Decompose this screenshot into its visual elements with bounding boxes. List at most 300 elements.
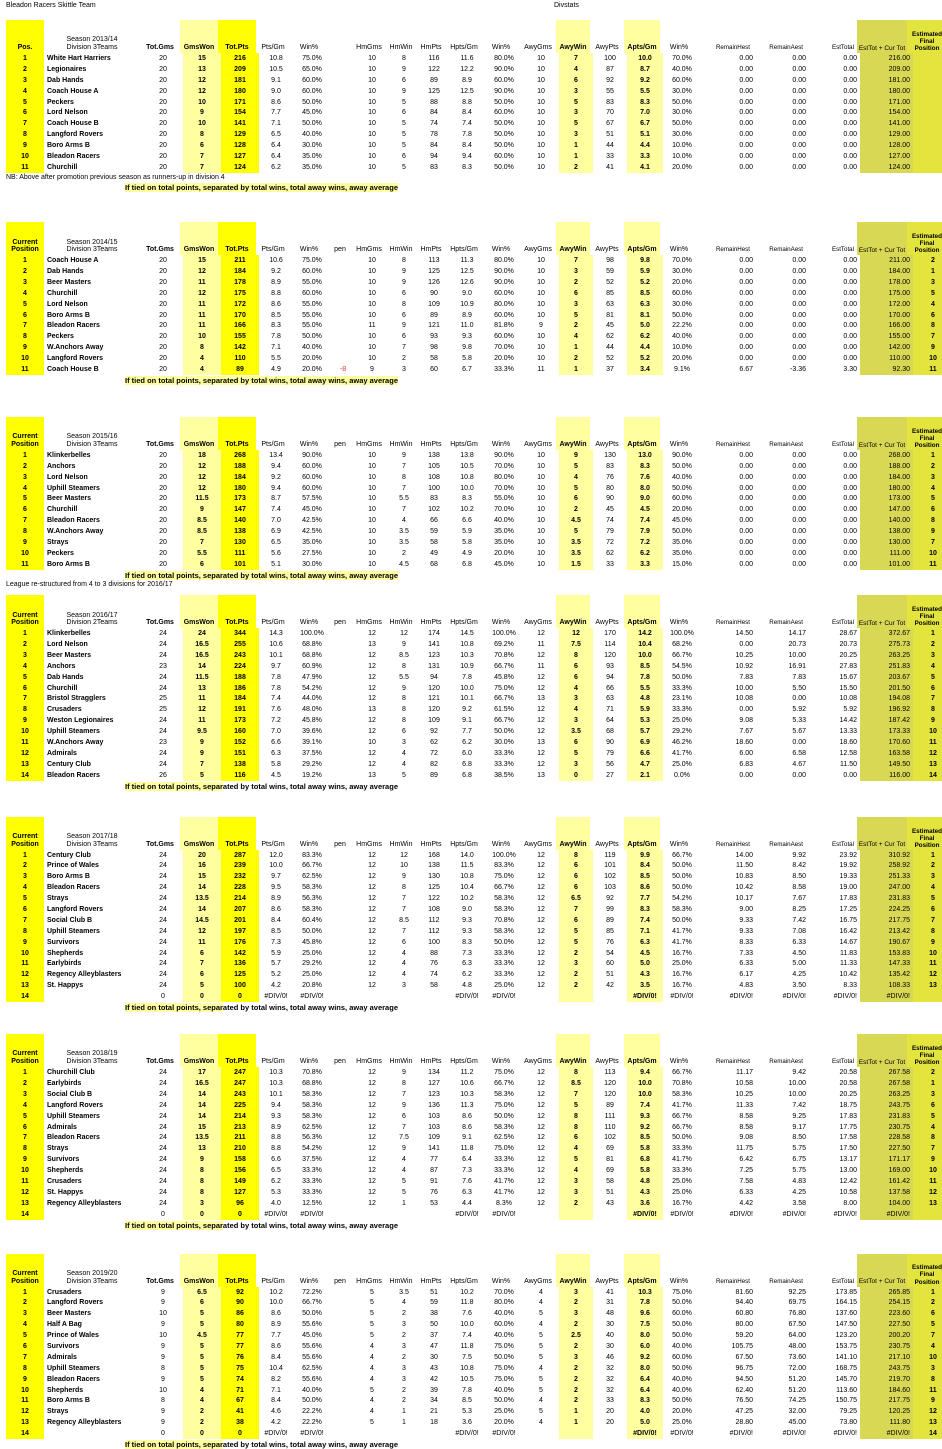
cell-home-games: 12	[368, 916, 376, 924]
cell-home-win-percent: 75.0%	[494, 684, 514, 692]
cell-points-per-game: 8.2	[271, 1375, 281, 1383]
cell-home-games: 10	[368, 739, 376, 747]
cell-estimated-total: 20.25	[839, 651, 857, 659]
division-label: Division 2Teams	[66, 619, 118, 627]
cell-away-games: 12	[537, 749, 545, 757]
position-column-header: Current Position	[6, 1254, 44, 1287]
cell-win-percent: #DIV/0!	[300, 1210, 324, 1218]
cell-points-per-game: 9.3	[271, 1112, 281, 1120]
workbook-title: Bleadon Racers Skittle Team	[6, 2, 96, 9]
team-name: Coach House B	[47, 366, 99, 374]
cell-home-games: 10	[368, 355, 376, 363]
cell-position: 4	[6, 882, 44, 893]
cell-remaining-home-estimate: 0.00	[739, 506, 753, 514]
cell-position: 2	[6, 861, 44, 872]
table-row	[6, 1297, 942, 1308]
season-label: Season 2019/20	[66, 1269, 118, 1277]
cell-total-points: 152	[221, 737, 259, 748]
cell-remaining-away-estimate: 0.00	[792, 495, 806, 503]
cell-remaining-home-estimate: 14.00	[735, 851, 753, 859]
position-column-header: Current Position	[6, 817, 44, 850]
table-row	[6, 639, 942, 650]
cell-total-games: 20	[159, 473, 167, 481]
cell-games-won: 5	[183, 1308, 221, 1319]
cell-home-wins: 3	[402, 982, 406, 990]
table-row	[6, 342, 942, 353]
cell-estimated-final-position: 1	[913, 266, 942, 277]
cell-home-games: 10	[368, 333, 376, 341]
cell-estimated-plus-current-total: 92.30	[860, 364, 913, 375]
cell-home-win-percent: 90.0%	[494, 278, 514, 286]
cell-remaining-away-estimate: 20.73	[788, 641, 806, 648]
cell-away-points: 130	[604, 451, 616, 459]
cell-estimated-plus-current-total: 137.58	[860, 1187, 913, 1198]
cell-remaining-away-estimate: 7.42	[792, 916, 806, 924]
cell-remaining-home-estimate: 7.58	[739, 1177, 753, 1185]
cell-estimated-plus-current-total: 111.00	[860, 548, 913, 559]
cell-away-points: 102	[604, 873, 616, 881]
cell-estimated-plus-current-total: 141.00	[860, 118, 913, 129]
cell-away-points-per-game: 3.3	[627, 151, 663, 162]
cell-home-games: 12	[368, 651, 376, 659]
cell-position: 9	[6, 1374, 44, 1385]
table-header-row	[6, 817, 942, 850]
table-row	[6, 1067, 942, 1078]
home-points-per-game-column-header: Hpts/Gm	[450, 619, 478, 627]
cell-position: 7	[6, 321, 44, 332]
cell-win-percent: 58.3%	[302, 884, 322, 892]
cell-away-wins: 7	[559, 904, 593, 915]
remaining-home-estimate-column-header: RemainHest	[715, 44, 750, 52]
cell-away-points-per-game: 8.5	[627, 1132, 663, 1143]
remaining-home-estimate-column-header: RemainHest	[715, 1058, 750, 1066]
cell-home-wins: 8	[402, 257, 406, 265]
cell-remaining-home-estimate: 4.83	[739, 982, 753, 990]
note-text-continued: ated by total wins, total away wins, away average	[222, 1440, 398, 1449]
cell-position: 4	[6, 86, 44, 97]
cell-win-percent: 60.4%	[302, 916, 322, 924]
cell-points-per-game: 8.8	[271, 1145, 281, 1153]
cell-total-games: 24	[159, 1134, 167, 1142]
season-table-2013-14	[6, 20, 942, 192]
cell-win-percent: 58.3%	[302, 906, 322, 914]
cell-home-points-per-game: 6.8	[462, 771, 472, 779]
cell-home-points-per-game: 9.0	[462, 289, 472, 297]
cell-estimated-plus-current-total: 275.73	[860, 639, 913, 650]
table-row	[6, 129, 942, 140]
cell-home-points: 100	[428, 484, 440, 492]
cell-home-win-percent: 100.0%	[492, 630, 516, 638]
table-row	[6, 1406, 942, 1417]
cell-total-games: 24	[159, 749, 167, 757]
team-name: Shepherds	[47, 1167, 84, 1175]
cell-estimated-plus-current-total: 227.50	[860, 1143, 913, 1154]
cell-estimated-final-position: 8	[913, 1374, 942, 1385]
cell-estimated-total: 0.00	[843, 311, 857, 319]
cell-home-win-percent: 40.0%	[494, 517, 514, 525]
team-name: Prince of Wales	[47, 1332, 99, 1340]
cell-away-points: 58	[606, 1177, 614, 1185]
cell-points-per-game: 7.1	[271, 120, 281, 128]
cell-total-points: 211	[221, 1132, 259, 1143]
cell-away-win-percent: 60.0%	[672, 1353, 692, 1361]
table-row	[6, 299, 942, 310]
cell-position: 3	[6, 1308, 44, 1319]
table-row	[6, 450, 942, 461]
cell-home-points: 98	[430, 344, 438, 352]
cell-estimated-plus-current-total: 128.00	[860, 140, 913, 151]
cell-estimated-plus-current-total: 228.58	[860, 1132, 913, 1143]
team-name: Regency Alleyblasters	[47, 1419, 122, 1427]
cell-total-games: 8	[161, 1364, 165, 1372]
cell-home-wins: 8	[402, 717, 406, 725]
cell-home-points: 94	[430, 673, 438, 681]
cell-games-won: 5	[183, 1319, 221, 1330]
cell-penalty	[331, 904, 355, 915]
cell-total-games: 24	[159, 895, 167, 903]
cell-total-points: 80	[221, 1319, 259, 1330]
cell-remaining-home-estimate: 0.00	[739, 333, 753, 341]
cell-home-points-per-game: 8.5	[462, 1397, 472, 1405]
cell-estimated-total: 0.00	[843, 109, 857, 117]
cell-total-games: 24	[159, 1199, 167, 1207]
cell-penalty	[331, 494, 355, 505]
cell-home-points-per-game: 7.6	[462, 1310, 472, 1318]
cell-home-points-per-game: 11.2	[460, 1069, 474, 1077]
cell-remaining-home-estimate: 105.75	[731, 1342, 753, 1350]
cell-home-points: 89	[430, 311, 438, 319]
cell-remaining-home-estimate: 6.17	[739, 971, 753, 979]
cell-win-percent: 62.5%	[302, 1364, 322, 1372]
cell-home-win-percent: 90.0%	[494, 87, 514, 95]
cell-estimated-plus-current-total: 110.00	[860, 353, 913, 364]
cell-estimated-total: 10.08	[839, 695, 857, 703]
cell-home-games: 5	[370, 1310, 374, 1318]
cell-home-points: 141	[428, 641, 440, 648]
cell-home-games: 4	[370, 1408, 374, 1416]
table-row	[6, 1395, 942, 1406]
cell-remaining-away-estimate: 5.75	[792, 1145, 806, 1153]
cell-penalty	[331, 639, 355, 650]
cell-total-games: 20	[159, 268, 167, 276]
cell-games-won: 24	[183, 628, 221, 639]
season-division-header	[44, 1034, 140, 1067]
cell-estimated-total: 0.00	[843, 484, 857, 492]
cell-win-percent: 33.3%	[302, 1188, 322, 1196]
cell-away-wins: 6	[559, 75, 593, 86]
cell-position: 8	[6, 926, 44, 937]
cell-estimated-final-position: 8	[913, 1132, 942, 1143]
table-row	[6, 1078, 942, 1089]
cell-points-per-game: 9.0	[271, 87, 281, 95]
cell-away-games: 10	[537, 257, 545, 265]
table-row	[6, 915, 942, 926]
cell-home-points: 76	[430, 960, 438, 968]
cell-away-wins: 2	[559, 1363, 593, 1374]
cell-win-percent: 42.5%	[302, 528, 322, 536]
cell-away-points-per-game: 3.4	[627, 364, 663, 375]
cell-estimated-total: 16.42	[839, 927, 857, 935]
remaining-home-estimate-column-header: RemainHest	[715, 246, 750, 254]
cell-home-points-per-game: 13.8	[460, 451, 474, 459]
cell-games-won: 8	[183, 1187, 221, 1198]
cell-total-games: 20	[159, 355, 167, 363]
cell-games-won: 11	[183, 937, 221, 948]
cell-away-wins: 1	[559, 140, 593, 151]
cell-estimated-final-position: 9	[913, 715, 942, 726]
cell-estimated-final-position: 8	[913, 704, 942, 715]
cell-estimated-final-position	[913, 86, 942, 97]
cell-home-points: 66	[430, 517, 438, 525]
cell-estimated-plus-current-total: 190.67	[860, 937, 913, 948]
table-row	[6, 1319, 942, 1330]
cell-remaining-home-estimate: 7.33	[739, 949, 753, 957]
cell-away-win-percent: 90.0%	[672, 451, 692, 459]
cell-away-win-percent: 41.7%	[672, 1101, 692, 1109]
table-row	[6, 1122, 942, 1133]
cell-away-points-per-game: 5.0	[627, 959, 663, 970]
cell-win-percent: 25.0%	[302, 949, 322, 957]
cell-remaining-away-estimate: 5.75	[792, 1167, 806, 1175]
cell-away-games: 10	[537, 549, 545, 557]
cell-games-won: 12	[183, 86, 221, 97]
cell-points-per-game: 7.4	[271, 506, 281, 514]
table-row	[6, 937, 942, 948]
cell-home-points: 123	[428, 651, 440, 659]
table-row	[6, 162, 942, 173]
total-points-column-header: Tot.Pts	[218, 222, 256, 255]
cell-away-points: 30	[606, 1342, 614, 1350]
cell-total-games: 20	[159, 163, 167, 171]
cell-estimated-total: 5.92	[843, 706, 857, 714]
cell-estimated-plus-current-total: 224.25	[860, 904, 913, 915]
cell-home-points-per-game: 10.2	[460, 1288, 474, 1296]
cell-total-points: 101	[221, 559, 259, 570]
home-wins-column-header: HmWin	[389, 441, 413, 449]
team-name: Bleadon Racers	[47, 1375, 100, 1383]
cell-home-games: 13	[368, 706, 376, 714]
cell-home-wins: 8	[402, 695, 406, 703]
team-name	[44, 991, 143, 1002]
cell-win-percent: 54.2%	[302, 1145, 322, 1153]
games-won-column-header: GmsWon	[180, 595, 218, 628]
cell-remaining-home-estimate: 0.00	[739, 65, 753, 73]
cell-home-points: 131	[428, 662, 440, 670]
cell-games-won: 6	[183, 1297, 221, 1308]
cell-away-points: 110	[604, 1123, 616, 1131]
away-games-column-header: AwyGms	[524, 441, 552, 449]
cell-home-wins: 4	[402, 949, 406, 957]
cell-away-points-per-game: 4.7	[627, 759, 663, 770]
cell-position: 3	[6, 472, 44, 483]
cell-win-percent: 29.2%	[302, 960, 322, 968]
cell-estimated-plus-current-total: 200.20	[860, 1330, 913, 1341]
team-name: Langford Rovers	[47, 1101, 104, 1109]
cell-position: 9	[6, 715, 44, 726]
position-column-header: Current Position	[6, 595, 44, 628]
cell-home-wins: 3	[402, 739, 406, 747]
cell-total-points: 232	[221, 871, 259, 882]
cell-total-points: 89	[221, 364, 259, 375]
cell-remaining-away-estimate: 0.00	[792, 322, 806, 330]
away-wins-column-header: AwyWin	[556, 417, 590, 450]
cell-away-points: 114	[604, 641, 616, 648]
cell-away-points: 79	[606, 528, 614, 536]
cell-away-games: 10	[537, 163, 545, 171]
cell-away-games: 10	[537, 98, 545, 106]
cell-away-games: 12	[537, 1112, 545, 1120]
cell-total-points: 67	[221, 1395, 259, 1406]
cell-home-points: 62	[430, 739, 438, 747]
cell-remaining-away-estimate: 73.60	[788, 1353, 806, 1361]
total-points-column-header: Tot.Pts	[218, 595, 256, 628]
cell-home-games: 10	[368, 131, 376, 139]
cell-home-points: 83	[430, 495, 438, 503]
cell-away-win-percent: 23.1%	[672, 695, 692, 703]
team-name: Bleadon Racers	[47, 884, 100, 892]
cell-total-games: 24	[159, 684, 167, 692]
home-games-column-header: HmGms	[356, 44, 382, 52]
cell-penalty	[331, 1165, 355, 1176]
cell-home-win-percent: 100.0%	[492, 851, 516, 859]
cell-estimated-plus-current-total: 181.00	[860, 75, 913, 86]
cell-estimated-total: 0.00	[843, 163, 857, 171]
cell-estimated-plus-current-total: 251.33	[860, 871, 913, 882]
cell-estimated-final-position: 1	[913, 628, 942, 639]
cell-total-points: 0	[221, 991, 259, 1002]
cell-away-points: 62	[606, 549, 614, 557]
cell-away-points-per-game: 3.6	[627, 1198, 663, 1209]
cell-position: 6	[6, 107, 44, 118]
cell-total-games: 8	[161, 1397, 165, 1405]
cell-home-points: 88	[430, 949, 438, 957]
table-header-row	[6, 417, 942, 450]
cell-away-points	[593, 991, 627, 1002]
cell-away-win-percent: 50.0%	[672, 862, 692, 870]
cell-estimated-final-position: 3	[913, 871, 942, 882]
cell-home-points: 84	[430, 109, 438, 117]
away-points-per-game-column-header: Apts/Gm	[624, 20, 660, 53]
cell-away-games: 13	[537, 695, 545, 703]
cell-points-per-game: 10.0	[269, 862, 283, 870]
cell-points-per-game: 6.9	[271, 528, 281, 536]
cell-home-points-per-game: 12.5	[460, 268, 474, 276]
cell-points-per-game: 6.4	[271, 152, 281, 160]
cell-estimated-total: 0.00	[843, 322, 857, 330]
table-row	[6, 948, 942, 959]
cell-home-win-percent: #DIV/0!	[492, 1430, 516, 1438]
table-row	[6, 277, 942, 288]
cell-away-points: 33	[606, 560, 614, 568]
cell-away-points-per-game: 9.3	[627, 1111, 663, 1122]
cell-home-games: 12	[368, 1156, 376, 1164]
cell-points-per-game: 6.2	[271, 1177, 281, 1185]
cell-remaining-home-estimate: 10.58	[735, 1079, 753, 1087]
season-table-2018-19	[6, 1034, 942, 1229]
cell-remaining-home-estimate: 6.83	[739, 760, 753, 768]
cell-win-percent: 55.0%	[302, 322, 322, 330]
cell-home-wins: 4	[402, 960, 406, 968]
cell-away-points: 46	[606, 1353, 614, 1361]
cell-home-points: 103	[428, 1112, 440, 1120]
cell-points-per-game: 5.1	[271, 560, 281, 568]
cell-total-games: 25	[159, 706, 167, 714]
cell-remaining-home-estimate: 6.33	[739, 960, 753, 968]
cell-points-per-game: 5.7	[271, 960, 281, 968]
estimated-final-position-column-header: Estimated Final Position	[907, 417, 942, 450]
cell-estimated-total: 0.00	[843, 65, 857, 73]
cell-away-games: 11	[537, 662, 545, 670]
cell-home-points-per-game: 6.7	[462, 366, 472, 374]
cell-estimated-total: 14.67	[839, 938, 857, 946]
cell-home-win-percent: 69.2%	[494, 641, 514, 648]
cell-estimated-final-position	[913, 991, 942, 1002]
cell-remaining-away-estimate: 0.00	[792, 120, 806, 128]
cell-estimated-plus-current-total: 184.60	[860, 1385, 913, 1396]
cell-games-won: 11.5	[183, 494, 221, 505]
cell-away-win-percent: 54.2%	[672, 895, 692, 903]
cell-win-percent: 20.0%	[302, 366, 322, 374]
away-win-percent-column-header: Win%	[669, 619, 689, 627]
home-points-column-header: HmPts	[420, 1277, 442, 1285]
cell-estimated-plus-current-total: 138.00	[860, 526, 913, 537]
cell-home-win-percent: 35.0%	[494, 528, 514, 536]
table-row	[6, 1209, 942, 1220]
estimated-plus-current-total-column-header: EstTot + Cur Tot	[857, 1034, 907, 1067]
pen-column-header: pen	[334, 619, 346, 627]
cell-remaining-away-estimate: 0.00	[792, 54, 806, 62]
table-header-row	[6, 20, 942, 53]
cell-remaining-away-estimate: 0.00	[792, 560, 806, 568]
cell-away-wins: 2	[559, 321, 593, 332]
cell-home-games: 4	[370, 1353, 374, 1361]
cell-remaining-away-estimate: 0.00	[792, 539, 806, 547]
cell-total-points: 247	[221, 1067, 259, 1078]
cell-estimated-final-position: 9	[913, 937, 942, 948]
team-name: W.Anchors Away	[47, 344, 104, 352]
cell-remaining-away-estimate: 6.75	[792, 1156, 806, 1164]
away-wins-column-header: AwyWin	[556, 817, 590, 850]
cell-estimated-final-position: 13	[913, 980, 942, 991]
cell-away-win-percent: 50.0%	[672, 98, 692, 106]
cell-home-points-per-game: 10.4	[460, 884, 474, 892]
cell-total-games: 24	[159, 1069, 167, 1077]
team-name: Churchill	[47, 289, 78, 297]
cell-home-points: 116	[428, 54, 440, 62]
cell-estimated-plus-current-total: 219.70	[860, 1374, 913, 1385]
cell-away-win-percent: 68.2%	[672, 641, 692, 648]
season-tables-container	[6, 20, 942, 1449]
cell-points-per-game: 7.2	[271, 717, 281, 725]
cell-penalty	[331, 1078, 355, 1089]
cell-away-win-percent: 66.7%	[672, 851, 692, 859]
cell-estimated-total: 145.70	[835, 1375, 857, 1383]
cell-position: 7	[6, 915, 44, 926]
cell-total-games: 10	[159, 1386, 167, 1394]
cell-total-games: 9	[161, 1299, 165, 1307]
cell-away-points: 59	[606, 268, 614, 276]
cell-away-win-percent: 40.0%	[672, 1375, 692, 1383]
cell-penalty	[331, 748, 355, 759]
cell-total-games: 24	[159, 1101, 167, 1109]
cell-away-games: 12	[537, 1199, 545, 1207]
cell-home-games: 12	[368, 1167, 376, 1175]
cell-away-wins: 6	[559, 915, 593, 926]
cell-away-games	[523, 991, 559, 1002]
cell-penalty	[331, 893, 355, 904]
cell-away-win-percent: 41.7%	[672, 749, 692, 757]
cell-position: 1	[6, 1287, 44, 1298]
